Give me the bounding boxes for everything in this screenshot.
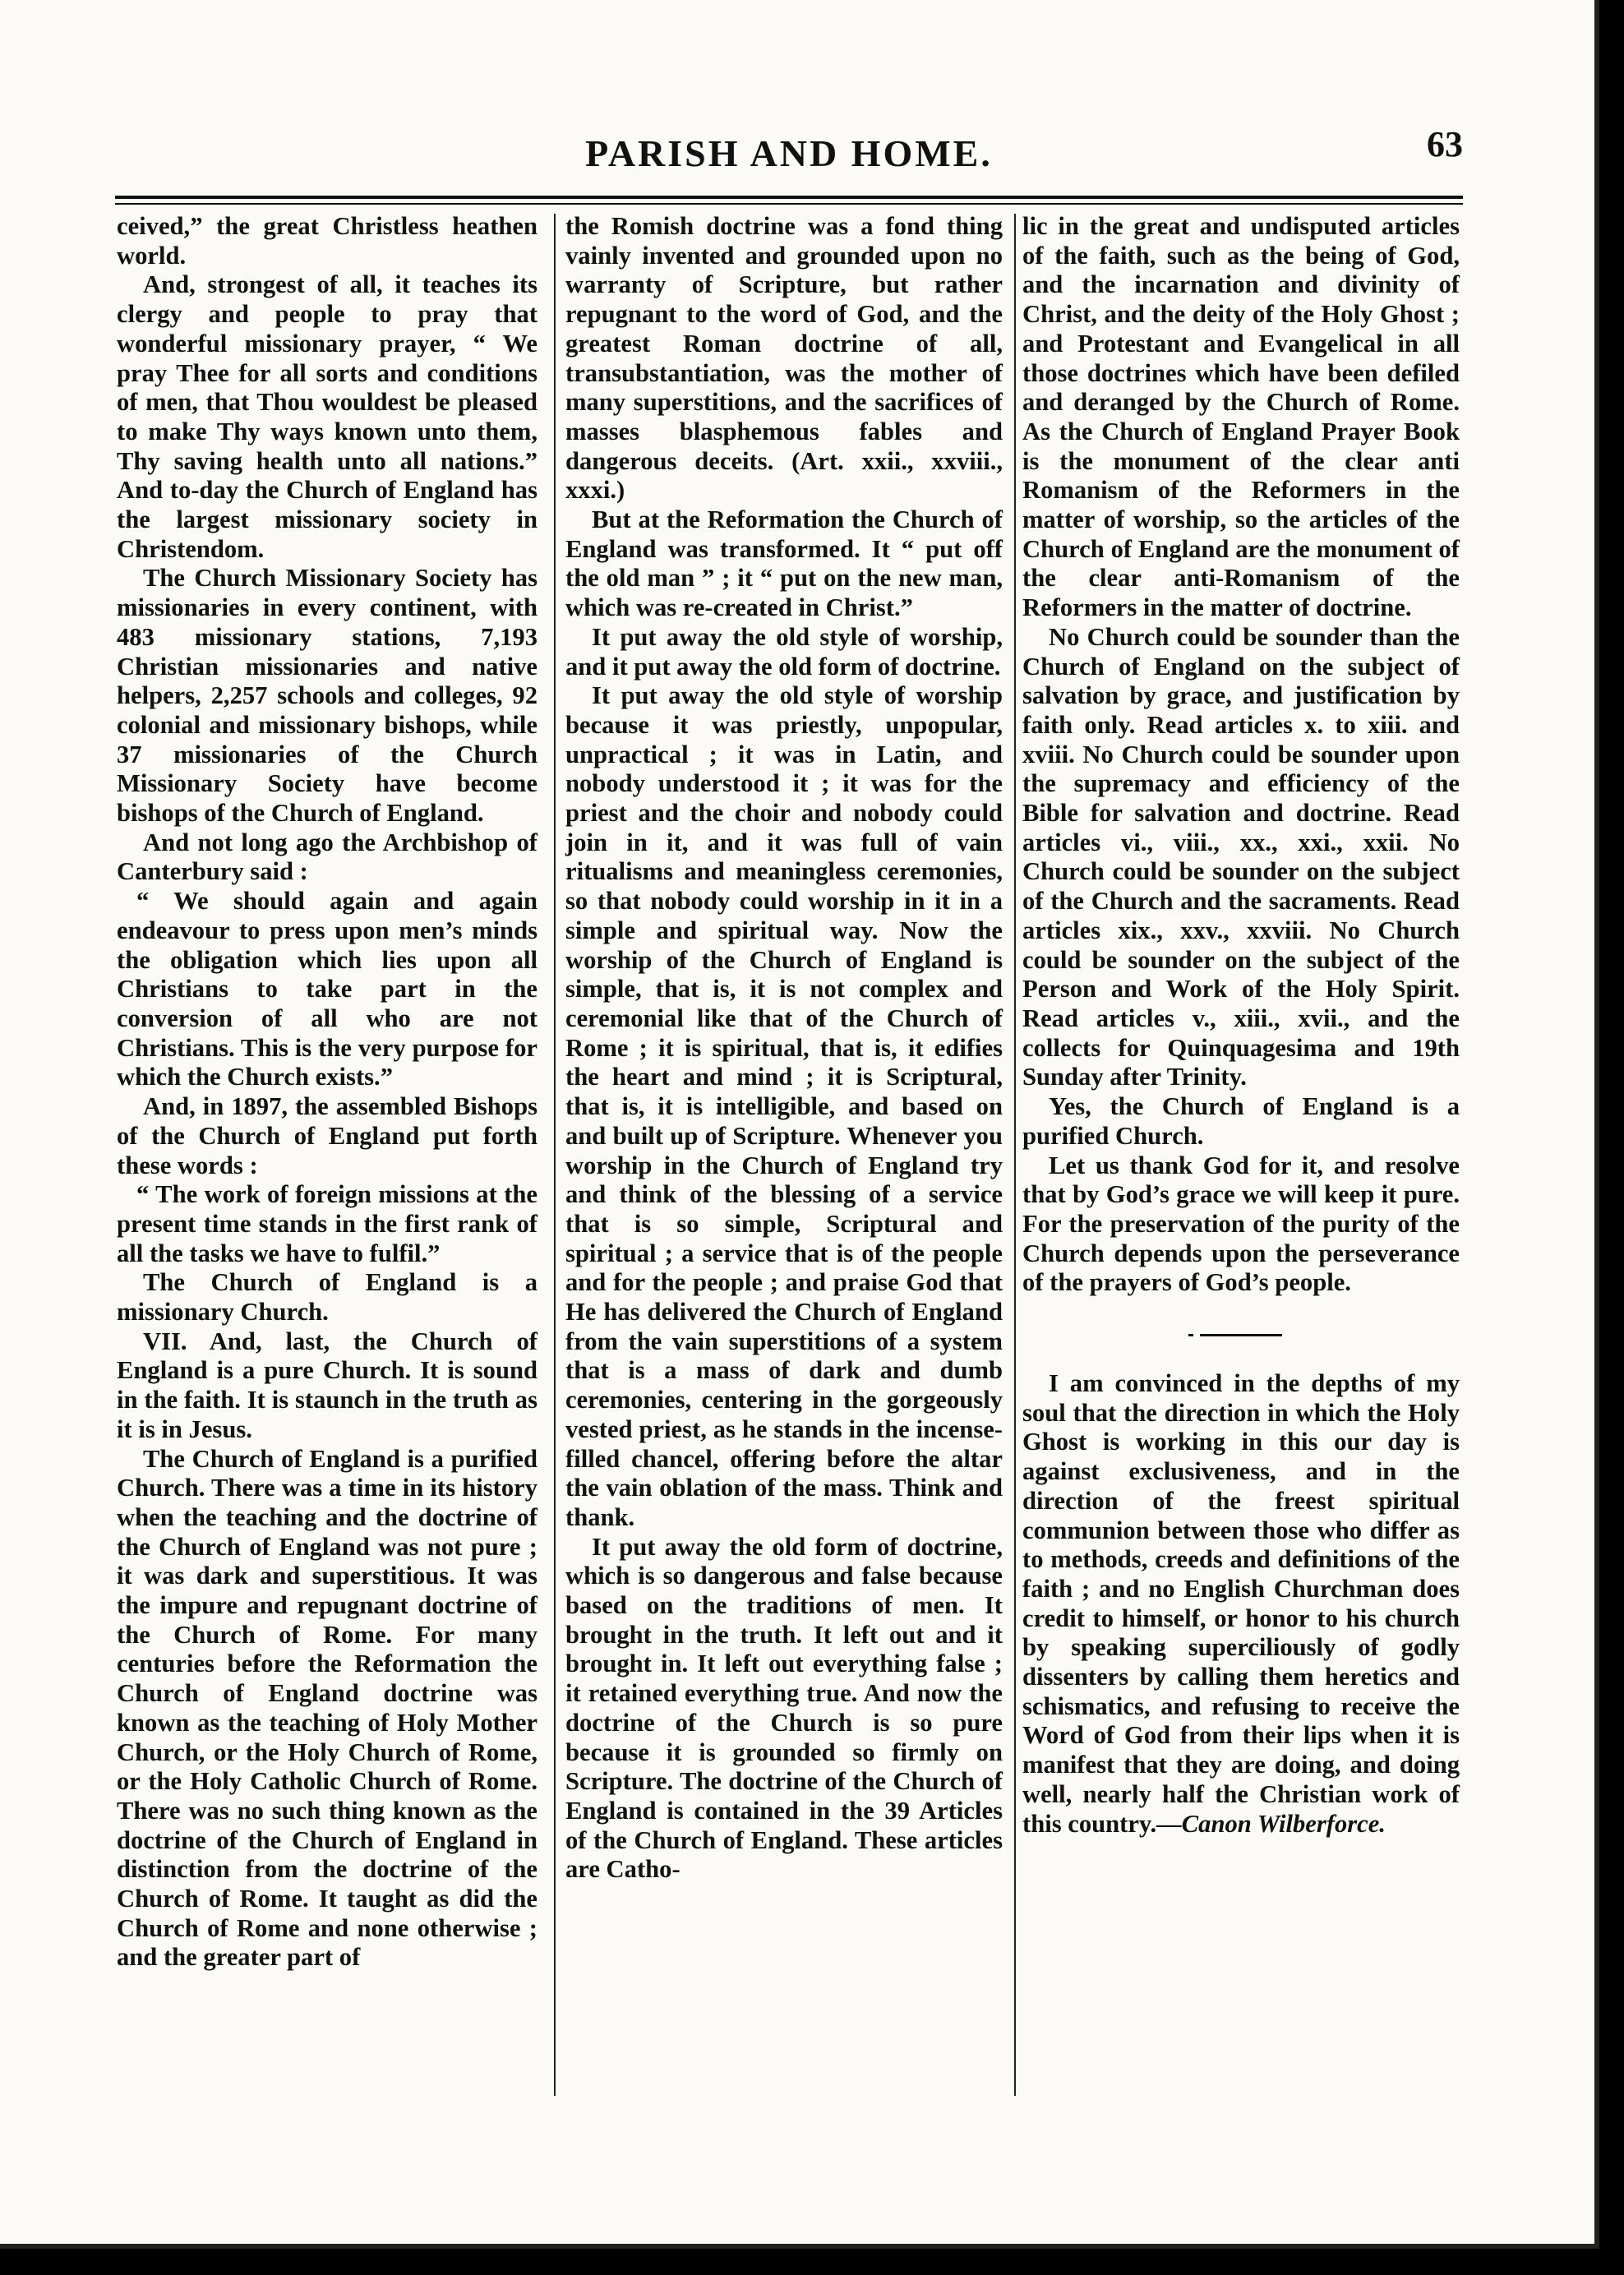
quotation: “ We should again and again endeavour to press upon men’s minds the obligation which lies upon all Christians to take part in the conversion of all who are not Christians. This is the very purpose for which the Church exists.”: [117, 887, 537, 1091]
page-number: 63: [1427, 124, 1463, 164]
text-column-3: [1022, 212, 1460, 1839]
paragraph: It put away the old style of worship because it was priestly, unpopular, unpractical ; it was in Latin, and nobody understood it ; it was for the priest and the choir and nobody could join in it, and it was full of vain ritualisms and meaningless ceremonies, so that nobody could worship in it in a simple and spiritual way. Now the worship of the Church of England is simple, that is, it is not complex and ceremonial like that of the Church of Rome ; it is spiritual, that is, it edifies the heart and mind ; it is Scriptural, that is, it is intelligible, and based on and built up of Scripture. Whenever you worship in the Church of England try and think of the blessing of a service that is so simple, Scriptural and spiritual ; a service that is of the people and for the people ; and praise God that He has delivered the Church of England from the vain superstitions of a system that is a mass of dark and dumb ceremonies, centering in the gorgeously vested priest, as he stands in the incense-filled chancel, offering before the altar the vain oblation of the mass. Think and thank.: [565, 681, 1003, 1531]
closing-quote-text: I am convinced in the depths of my soul that the direction in which the Holy Ghost is working in this our day is against exclusiveness, and in the direction of the freest spiritual communion between those who differ as to methods, creeds and definitions of the faith ; and no English Churchman does credit to himself, or honor to his church by speaking superciliously of godly dissenters by calling them heretics and schismatics, and refusing to receive the Word of God from their lips when it is manifest that they are doing, and doing well, nearly half the Christian work of this country.: [1022, 1369, 1460, 1838]
paragraph: The Church of England is a purified Church. There was a time in its history when the teaching and the doctrine of the Church of England was not pure ; it was dark and superstitious. It was the impure and repugnant doctrine of the Church of Rome. For many centuries before the Reformation the Church of England doctrine was known as the teaching of Holy Mother Church, or the Holy Church of Rome, or the Holy Catholic Church of Rome. There was no such thing known as the doctrine of the Church of England in distinction from the doctrine of the Church of Rome. It taught as did the Church of Rome and none otherwise ; and the greater part of: [117, 1444, 537, 1972]
paragraph: It put away the old form of doctrine, which is so dangerous and false because based on the traditions of men. It brought in the truth. It left out and it brought in. It left out everything false ; it retained everything true. And now the doctrine of the Church is so pure because it is grounded so firmly on Scripture. The doctrine of the Church of England is contained in the 39 Articles of the Church of England. These articles are Catho-: [565, 1532, 1003, 1884]
paragraph: It put away the old style of worship, and it put away the old form of doctrine.: [565, 622, 1003, 681]
header-rule-thin: [115, 203, 1463, 205]
paragraph: Yes, the Church of England is a purified Church.: [1022, 1092, 1460, 1150]
page-title: PARISH AND HOME.: [585, 132, 993, 174]
paragraph: lic in the great and undisputed articles of the faith, such as the being of God, and the incarnation and divinity of Christ, and the deity of the Holy Ghost ; and Protestant and Evangelical in all those doctrines which have been defiled and deranged by the Church of Rome. As the Church of England Prayer Book is the monument of the clear anti Romanism of the Reformers in the matter of worship, so the articles of the Church of England are the monument of the clear anti-Romanism of the Reformers in the matter of doctrine.: [1022, 212, 1460, 622]
paragraph: And not long ago the Archbishop of Canterbury said :: [117, 828, 537, 886]
paragraph: But at the Reformation the Church of England was transformed. It “ put off the old man ” ; it “ put on the new man, which was re-created in Christ.”: [565, 505, 1003, 622]
closing-quotation: [1022, 1369, 1460, 1839]
paragraph: And, in 1897, the assembled Bishops of the Church of England put forth these words :: [117, 1092, 537, 1179]
page-header: [115, 115, 1463, 181]
header-rule-thick: [115, 196, 1463, 199]
paragraph: And, strongest of all, it teaches its clergy and people to pray that wonderful missionary prayer, “ We pray Thee for all sorts and conditions of men, that Thou wouldest be pleased to make Thy ways known unto them, Thy saving health unto all nations.” And to-day the Church of England has the largest missionary society in Christendom.: [117, 270, 537, 563]
paragraph: The Church of England is a missionary Church.: [117, 1268, 537, 1327]
column-divider-2: [1014, 214, 1016, 2096]
section-break-rule: [1200, 1334, 1282, 1336]
quotation: “ The work of foreign missions at the present time stands in the first rank of all the tasks we have to fulfil.”: [117, 1180, 537, 1267]
closing-attribution: —Canon Wilberforce.: [1156, 1809, 1386, 1838]
paragraph: The Church Missionary Society has missionaries in every continent, with 483 missionary stations, 7,193 Christian missionaries and native helpers, 2,257 schools and colleges, 92 colonial and missionary bishops, while 37 missionaries of the Church Missionary Society have become bishops of the Church of England.: [117, 564, 537, 828]
paragraph: Let us thank God for it, and resolve that by God’s grace we will keep it pure. For the preservation of the purity of the Church depends upon the perseverance of the prayers of God’s people.: [1022, 1151, 1460, 1297]
paragraph: the Romish doctrine was a fond thing vainly invented and grounded upon no warranty of Scripture, but rather repugnant to the word of God, and the greatest Roman doctrine of all, transubstantiation, was the mother of many superstitions, and the sacrifices of masses blasphemous fables and dangerous deceits. (Art. xxii., xxviii., xxxi.): [565, 212, 1003, 505]
column-divider-1: [554, 214, 556, 2096]
paragraph: ceived,” the great Christless heathen world.: [117, 212, 537, 270]
paragraph: No Church could be sounder than the Church of England on the subject of salvation by grace, and justification by faith only. Read articles x. to xiii. and xviii. No Church could be sounder upon the supremacy and efficiency of the Bible for salvation and doctrine. Read articles vi., viii., xx., xxi., xxii. No Church could be sounder on the subject of the Church and the sacraments. Read articles xix., xxv., xxviii. No Church could be sounder on the subject of the Person and Work of the Holy Spirit. Read articles v., xiii., xvii., and the collects for Quinquagesima and 19th Sunday after Trinity.: [1022, 622, 1460, 1091]
text-column-2: [565, 212, 1003, 1885]
paragraph: VII. And, last, the Church of England is a pure Church. It is sound in the faith. It is staunch in the truth as it is in Jesus.: [117, 1327, 537, 1443]
text-column-1: [117, 212, 537, 1973]
